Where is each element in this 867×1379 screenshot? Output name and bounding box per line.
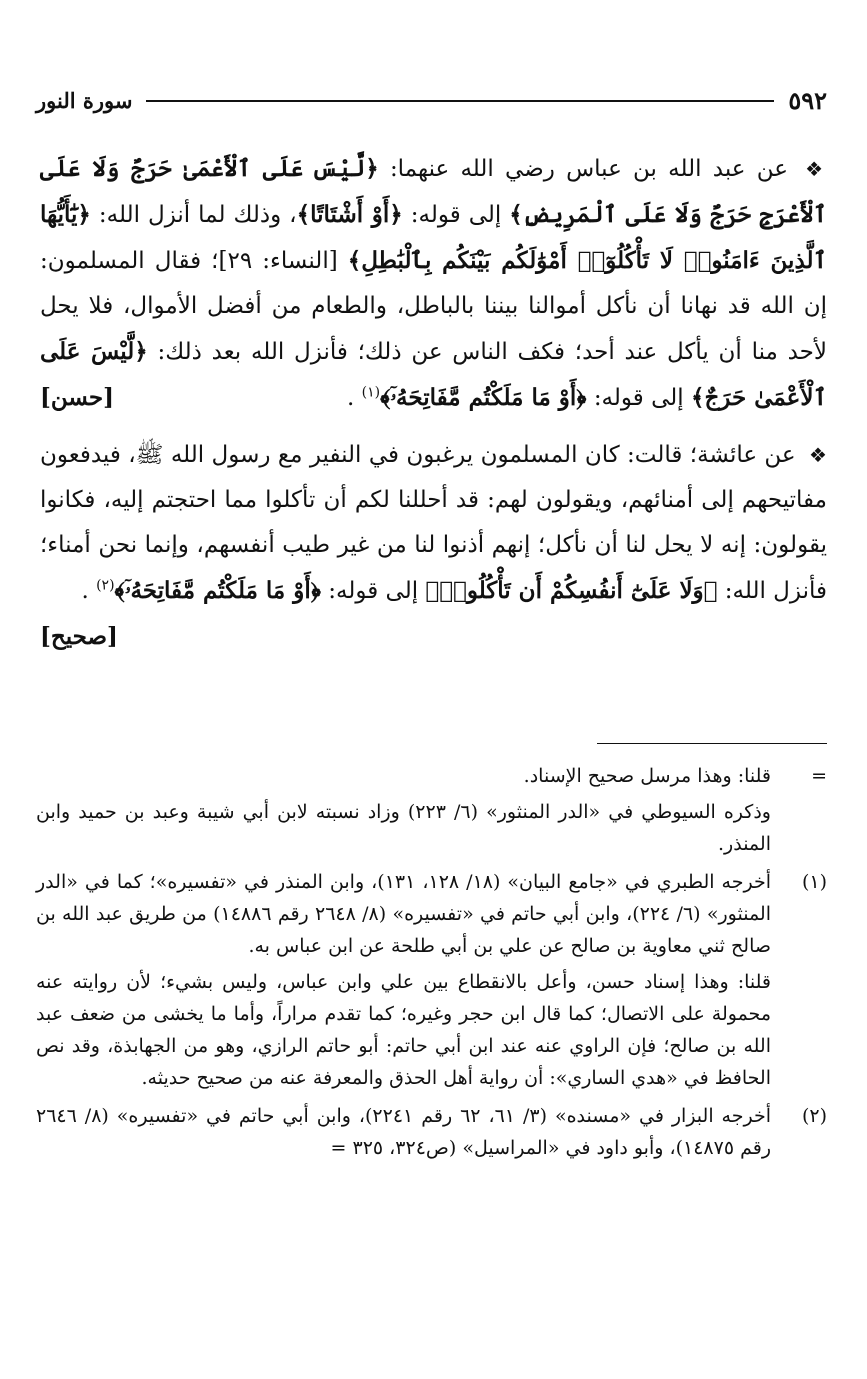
- sentence-end: .: [347, 385, 355, 411]
- footnote-separator: [597, 743, 827, 744]
- footnote-mark: (١): [801, 871, 827, 893]
- surah-title: سورة النور: [36, 88, 133, 113]
- hadith-text: إلى قوله:: [328, 578, 419, 604]
- header-rule: [146, 100, 774, 102]
- page-number: ٥٩٢: [788, 86, 827, 115]
- footnote-ref[interactable]: (١): [361, 384, 381, 401]
- footnote-2: [36, 1100, 827, 1164]
- quran-verse: ﴿لَّيْسَ عَلَى ٱلْأَعْمَىٰ حَرَجٌ﴾: [40, 338, 827, 411]
- hadith-paragraph-1: [40, 146, 827, 421]
- footnote-text: أخرجه الطبري في «جامع البيان» (١٨/ ١٢٨، ١٣١)، وابن المنذر في «تفسيره»؛ كما في «الدر المنثور» (٦/ ٢٢٤)، وابن أبي حاتم في «تفسيره» (٨/ ٢٦٤٨ رقم ١٤٨٨٦) من طريق عبد الله بن صالح ثني معاوية بن صالح عن علي بن أبي طلحة عن ابن عباس به.: [36, 871, 771, 957]
- footnote-mark: =: [811, 765, 827, 787]
- footnote-mark: (٢): [801, 1105, 827, 1127]
- hadith-text: إلى قوله:: [410, 202, 502, 228]
- footnotes: [36, 760, 827, 1170]
- footnote-1: [36, 866, 827, 1094]
- grade-badge: [حسن]: [40, 384, 115, 411]
- hadith-paragraph-2: [40, 433, 828, 650]
- quran-verse: ﴿أَوْ مَا مَلَكْتُم مَّفَاتِحَهُۥٓ﴾: [114, 577, 321, 604]
- quran-verse: ﴿لَّيْسَ عَلَى ٱلْأَعْمَىٰ حَرَجٌ وَلَا عَلَى ٱلْأَعْرَجِ حَرَجٌ وَلَا عَلَى ٱلْمَرِيضِ﴾: [40, 155, 828, 228]
- sentence-end: .: [81, 578, 89, 604]
- quran-verse: ﴿أَوْ أَشْتَاتًا﴾: [296, 201, 403, 228]
- hadith-text: ، وذلك لما أنزل الله:: [98, 202, 297, 228]
- main-text: [40, 146, 827, 659]
- footnote-continuation: [36, 760, 827, 860]
- quran-verse: ﴿أَوْ مَا مَلَكْتُم مَّفَاتِحَهُۥٓ﴾: [380, 384, 587, 411]
- hadith-text: عن عائشة؛ قالت: كان المسلمون يرغبون في النفير مع رسول الله ﷺ، فيدفعون مفاتيحهم إلى أمنائهم، ويقولون لهم: قد أحللنا لكم أن تأكلوا مما احتجتم إليه، فكانوا يقولون: إنه لا يحل لنا أن نأكل؛ إنهم أذنوا لنا من غير طيب أنفسهم، وإنما نحن أمناء؛ فأنزل الله:: [40, 442, 827, 604]
- footnote-text: قلنا: وهذا إسناد حسن، وأعل بالانقطاع بين علي وابن عباس، وليس بشيء؛ لأن روايته عنه محمولة على الاتصال؛ كما قال ابن حجر وغيره؛ كما تقدم مراراً، وأما ما يخشى من ضعف عبد الله بن صالح؛ فإن الراوي عنه عند ابن أبي حاتم: أبو حاتم الرازي، وهو من الجهابذة، وقد نص الحافظ في «هدي الساري»: أن رواية أهل الحذق والمعرفة عنه من صحيح حديثه.: [36, 971, 771, 1089]
- hadith-text: [النساء: ٢٩]؛ فقال المسلمون: إن الله قد نهانا أن نأكل أموالنا بيننا بالباطل، والطعام من أفضل الأموال، فلا يحل لأحد منا أن يأكل عند أحد؛ فكف الناس عن ذلك؛ فأنزل الله بعد ذلك:: [40, 248, 828, 365]
- footnote-text: وذكره السيوطي في «الدر المنثور» (٦/ ٢٢٣) وزاد نسبته لابن أبي شيبة وعبد بن حميد وابن المنذر.: [36, 801, 771, 855]
- quran-verse: ﴿يَٰٓأَيُّهَا ٱلَّذِينَ ءَامَنُوا۟ لَا تَأْكُلُوٓا۟ أَمْوَٰلَكُم بَيْنَكُم بِٱلْبَٰطِلِ﴾: [40, 201, 827, 274]
- quran-verse: ﴿وَلَا عَلَىٰٓ أَنفُسِكُمْ أَن تَأْكُلُوا۟﴾: [425, 577, 718, 604]
- hadith-text: إلى قوله:: [593, 385, 684, 411]
- diamond-marker-icon: ❖: [809, 443, 828, 467]
- diamond-marker-icon: ❖: [805, 157, 828, 181]
- hadith-intro: عن عبد الله بن عباس رضي الله عنهما:: [389, 156, 788, 182]
- footnote-text: أخرجه البزار في «مسنده» (٣/ ٦١، ٦٢ رقم ٢٢٤١)، وابن أبي حاتم في «تفسيره» (٨/ ٢٦٤٦ رقم ١٤٨٧٥)، وأبو داود في «المراسيل» (ص٣٢٤، ٣٢٥ =: [36, 1105, 771, 1159]
- footnote-text: قلنا: وهذا مرسل صحيح الإسناد.: [523, 765, 771, 787]
- grade-badge: [صحيح]: [40, 623, 118, 650]
- footnote-ref[interactable]: (٢): [96, 577, 115, 594]
- running-header: [36, 86, 827, 115]
